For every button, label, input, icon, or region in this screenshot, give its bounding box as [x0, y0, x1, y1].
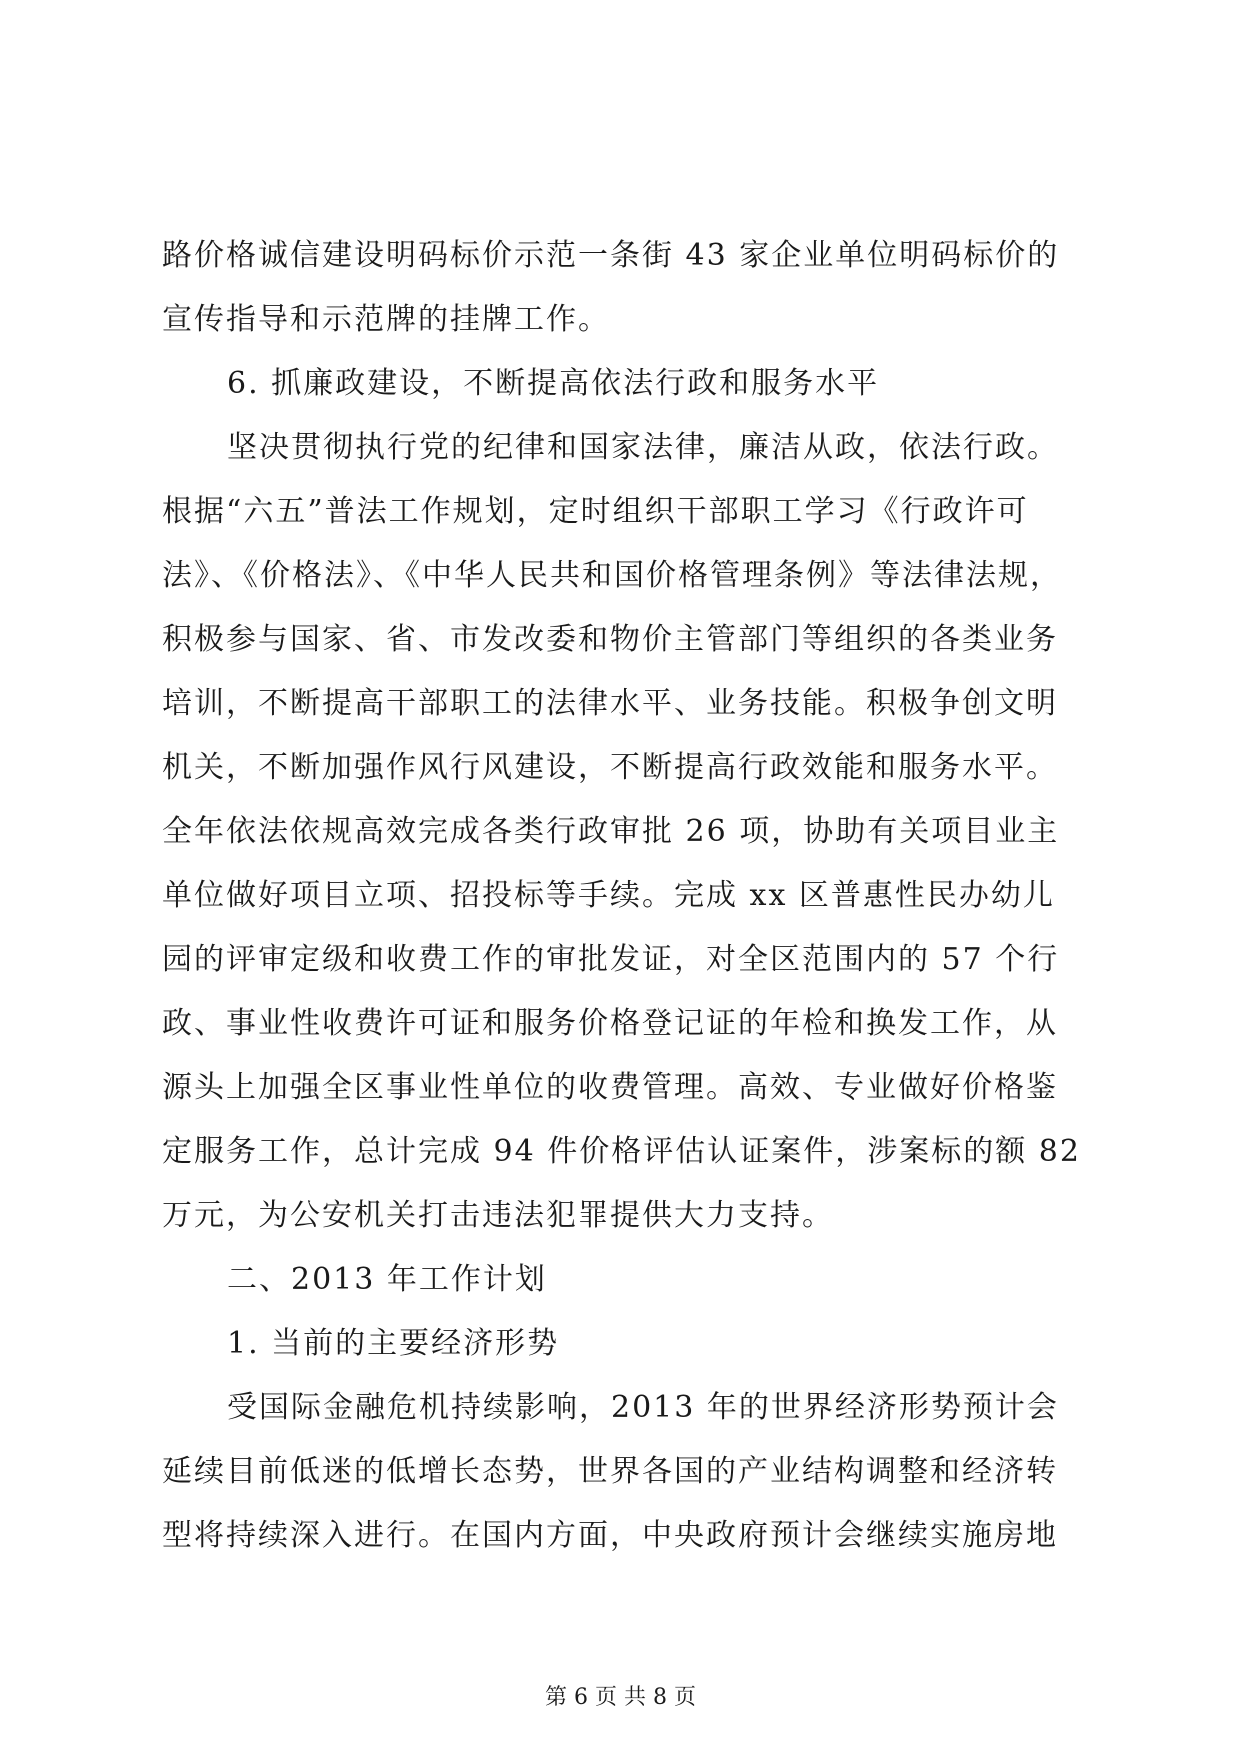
text-line: 全年依法依规高效完成各类行政审批 26 项，协助有关项目业主: [162, 814, 1060, 849]
text-line: 培训，不断提高干部职工的法律水平、业务技能。积极争创文明: [162, 686, 1058, 721]
text-line: 机关，不断加强作风行风建设，不断提高行政效能和服务水平。: [162, 750, 1058, 785]
text-line: 积极参与国家、省、市发改委和物价主管部门等组织的各类业务: [162, 622, 1058, 657]
section-heading: 二、2013 年工作计划: [227, 1262, 547, 1297]
text-line: 宣传指导和示范牌的挂牌工作。: [162, 302, 610, 337]
text-line: 定服务工作，总计完成 94 件价格评估认证案件，涉案标的额 82: [162, 1134, 1081, 1169]
text-line: 万元，为公安机关打击违法犯罪提供大力支持。: [162, 1198, 834, 1233]
text-line: 路价格诚信建设明码标价示范一条街 43 家企业单位明码标价的: [162, 238, 1060, 273]
text-line: 园的评审定级和收费工作的审批发证，对全区范围内的 57 个行: [162, 942, 1060, 977]
text-line: 政、事业性收费许可证和服务价格登记证的年检和换发工作，从: [162, 1006, 1058, 1041]
paragraph-start: 受国际金融危机持续影响，2013 年的世界经济形势预计会: [227, 1390, 1059, 1425]
text-line: 延续目前低迷的低增长态势，世界各国的产业结构调整和经济转: [162, 1454, 1058, 1489]
section-heading: 6. 抓廉政建设，不断提高依法行政和服务水平: [227, 366, 880, 401]
document-body: [162, 224, 1082, 1568]
text-line: 法》、《价格法》、《中华人民共和国价格管理条例》等法律法规，: [162, 558, 1062, 593]
text-line: 源头上加强全区事业性单位的收费管理。高效、专业做好价格鉴: [162, 1070, 1058, 1105]
subsection-heading: 1. 当前的主要经济形势: [227, 1326, 560, 1361]
paragraph-start: 坚决贯彻执行党的纪律和国家法律，廉洁从政，依法行政。: [227, 430, 1059, 465]
text-line: 型将持续深入进行。在国内方面，中央政府预计会继续实施房地: [162, 1518, 1058, 1553]
text-line: 单位做好项目立项、招投标等手续。完成 xx 区普惠性民办幼儿: [162, 878, 1055, 913]
page-number-footer: 第 6 页 共 8 页: [545, 1685, 696, 1710]
text-line: 根据“六五”普法工作规划，定时组织干部职工学习《行政许可: [162, 494, 1029, 529]
